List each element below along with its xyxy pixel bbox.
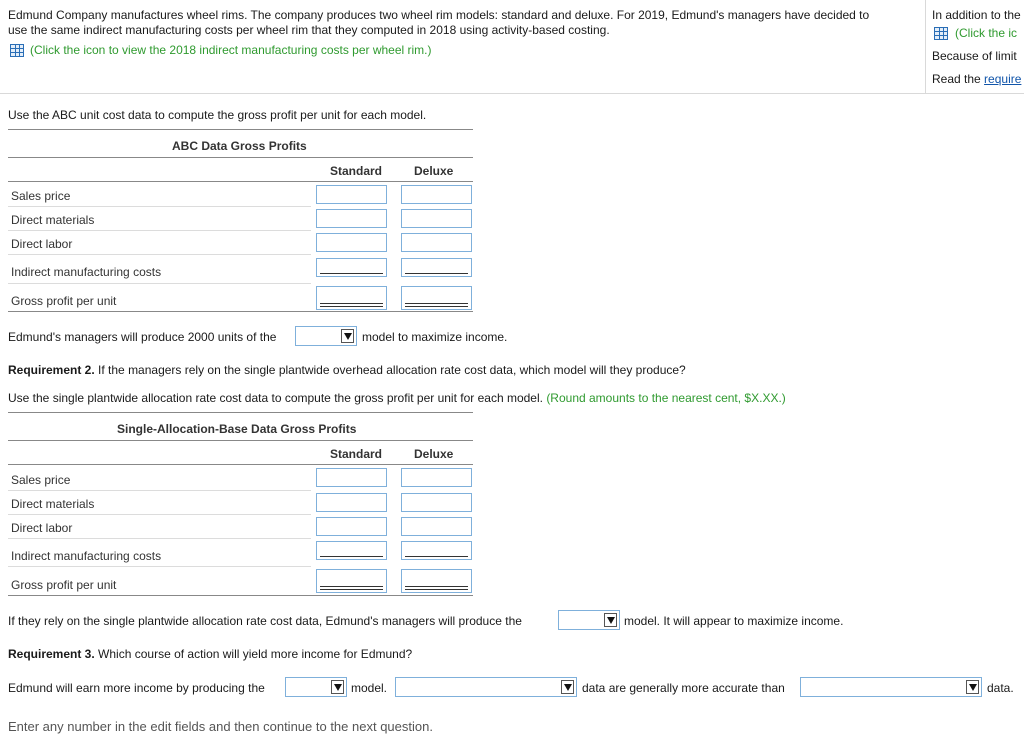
row-divider [8, 230, 311, 231]
sab-row-label: Gross profit per unit [11, 578, 117, 592]
req2-produce-prefix: If they rely on the single plantwide allocation rate cost data, Edmund's managers will produce the [8, 614, 522, 628]
abc-indirect-mfg-standard[interactable] [316, 258, 387, 277]
row-divider [8, 254, 311, 255]
req3-heading [8, 647, 412, 661]
requirements-link[interactable]: require [984, 72, 1022, 86]
req3-data-type-dropdown-1[interactable] [395, 677, 577, 697]
sab-direct-labor-deluxe[interactable] [401, 517, 472, 536]
table-icon[interactable] [10, 44, 24, 57]
row-divider [8, 566, 311, 567]
req2-round-note: (Round amounts to the nearest cent, $X.XX.) [546, 391, 786, 405]
abc-units-suffix: model to maximize income. [362, 330, 508, 344]
read-prefix: Read the [932, 72, 985, 86]
sab-table-title: Single-Allocation-Base Data Gross Profits [117, 422, 357, 436]
req2-question: If the managers rely on the single plantwide overhead allocation rate cost data, which model will they produce? [98, 363, 686, 377]
table-icon-side[interactable] [934, 27, 948, 40]
abc-header-rule [8, 181, 473, 182]
dropdown-arrow-icon [561, 680, 574, 694]
req2-instruction: Use the single plantwide allocation rate cost data to compute the gross profit per unit for each model. [8, 391, 543, 405]
req3-model-word: model. [351, 681, 388, 695]
sab-sales-price-standard[interactable] [316, 468, 387, 487]
abc-model-dropdown[interactable] [295, 326, 357, 346]
sab-sales-price-deluxe[interactable] [401, 468, 472, 487]
sab-direct-materials-deluxe[interactable] [401, 493, 472, 512]
indirect-costs-link[interactable]: (Click the icon to view the 2018 indirect manufacturing costs per wheel rim.) [30, 43, 432, 57]
intro-line-2: use the same indirect manufacturing costs per wheel rim that they computed in 2018 using activity-based costing. [8, 23, 610, 37]
abc-row-label: Gross profit per unit [11, 294, 117, 308]
sab-indirect-mfg-standard[interactable] [316, 541, 387, 560]
sab-indirect-mfg-deluxe[interactable] [401, 541, 472, 560]
req2-model-dropdown[interactable] [558, 610, 620, 630]
sab-row-label: Direct materials [11, 497, 95, 511]
sab-row-label: Direct labor [11, 521, 73, 535]
req2-produce-suffix: model. It will appear to maximize income. [624, 614, 844, 628]
req3-model-dropdown[interactable] [285, 677, 347, 697]
sab-col-standard: Standard [330, 447, 383, 461]
sab-gross-profit-standard[interactable] [316, 569, 387, 593]
side-panel-read [932, 72, 1021, 86]
req3-accurate-word: data are generally more accurate than [582, 681, 785, 695]
abc-instruction: Use the ABC unit cost data to compute the gross profit per unit for each model. [8, 108, 427, 122]
abc-units-prefix: Edmund's managers will produce 2000 units of the [8, 330, 277, 344]
abc-sales-price-standard[interactable] [316, 185, 387, 204]
row-divider [8, 206, 311, 207]
dropdown-arrow-icon [966, 680, 979, 694]
sab-table-bottom-rule [8, 595, 473, 596]
sab-row-label: Sales price [11, 473, 71, 487]
sab-col-deluxe: Deluxe [414, 447, 454, 461]
sab-header-rule [8, 464, 473, 465]
row-divider [8, 283, 311, 284]
abc-gross-profit-standard[interactable] [316, 286, 387, 310]
req2-instruction-line [8, 391, 786, 405]
side-panel-line-3: Because of limit [932, 49, 1017, 63]
abc-table-bottom-rule [8, 311, 473, 312]
sab-row-label: Indirect manufacturing costs [11, 549, 162, 563]
footer-instruction: Enter any number in the edit fields and then continue to the next question. [8, 719, 433, 734]
abc-indirect-mfg-deluxe[interactable] [401, 258, 472, 277]
dropdown-arrow-icon [341, 329, 354, 343]
abc-table-top-rule [8, 129, 473, 130]
req2-label: Requirement 2. [8, 363, 95, 377]
req2-heading [8, 363, 686, 377]
abc-direct-labor-deluxe[interactable] [401, 233, 472, 252]
abc-gross-profit-deluxe[interactable] [401, 286, 472, 310]
abc-direct-labor-standard[interactable] [316, 233, 387, 252]
sab-direct-labor-standard[interactable] [316, 517, 387, 536]
row-divider [8, 538, 311, 539]
abc-direct-materials-standard[interactable] [316, 209, 387, 228]
header-divider [0, 93, 1024, 94]
dropdown-arrow-icon [604, 613, 617, 627]
req3-data-type-dropdown-2[interactable] [800, 677, 982, 697]
row-divider [8, 490, 311, 491]
intro-line-1: Edmund Company manufactures wheel rims. The company produces two wheel rim models: standard and deluxe. For 2019, Edmund's managers have decided to [8, 8, 870, 22]
row-divider [8, 514, 311, 515]
abc-col-deluxe: Deluxe [414, 164, 454, 178]
abc-table-title: ABC Data Gross Profits [172, 139, 307, 153]
dropdown-arrow-icon [331, 680, 344, 694]
side-panel-link[interactable]: (Click the ic [955, 26, 1018, 40]
abc-sales-price-deluxe[interactable] [401, 185, 472, 204]
abc-table-title-rule [8, 157, 473, 158]
sab-table-top-rule [8, 412, 473, 413]
abc-row-label: Indirect manufacturing costs [11, 265, 162, 279]
req3-earn-prefix: Edmund will earn more income by producing the [8, 681, 265, 695]
sab-gross-profit-deluxe[interactable] [401, 569, 472, 593]
sab-table-title-rule [8, 440, 473, 441]
abc-col-standard: Standard [330, 164, 383, 178]
abc-direct-materials-deluxe[interactable] [401, 209, 472, 228]
panel-divider [925, 0, 926, 93]
req3-data-word: data. [987, 681, 1014, 695]
req3-question: Which course of action will yield more income for Edmund? [98, 647, 413, 661]
side-panel-line-1: In addition to the [932, 8, 1021, 22]
abc-row-label: Direct materials [11, 213, 95, 227]
abc-row-label: Direct labor [11, 237, 73, 251]
abc-row-label: Sales price [11, 189, 71, 203]
sab-direct-materials-standard[interactable] [316, 493, 387, 512]
req3-label: Requirement 3. [8, 647, 95, 661]
